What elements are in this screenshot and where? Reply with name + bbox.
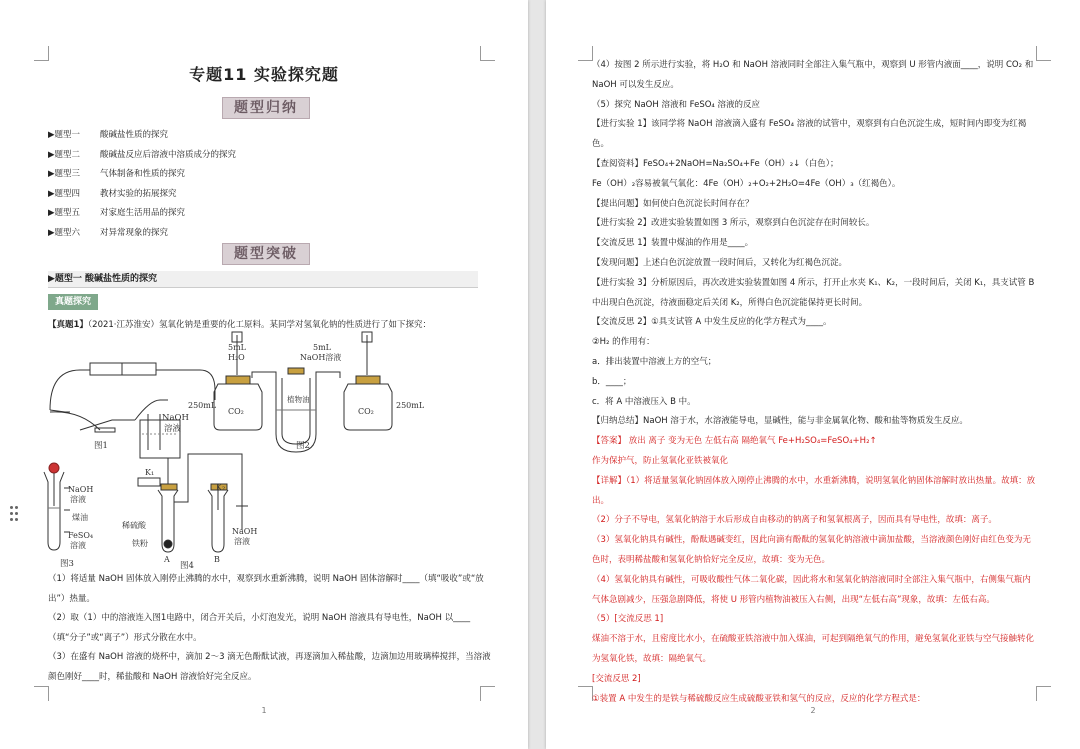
question-list: [48, 570, 494, 687]
fig3-naoh-label: NaOH: [68, 485, 94, 494]
fig3-kerosene-label: 煤油: [72, 513, 88, 522]
crop-mark: [34, 686, 49, 701]
question-line: ②H₂ 的作用有：: [592, 337, 655, 348]
fig1-caption: 图1: [94, 441, 108, 451]
fig4-acid-label: 稀硫酸: [122, 521, 146, 530]
fig1-naoh-label: NaOH: [162, 413, 189, 423]
fig3-solution-label: 溶液: [70, 495, 86, 504]
question-line: 【进行实验 1】该同学将 NaOH 溶液滴入盛有 FeSO₄ 溶液的试管中，观察到有白色沉淀生成，短时间内即变为红褐色。: [592, 119, 1027, 150]
crop-mark: [1036, 46, 1051, 61]
section-heading-bar: ▶题型一 酸碱盐性质的探究: [48, 271, 478, 288]
question-line: 【提出问题】如何使白色沉淀长时间存在？: [592, 198, 754, 209]
figure-3-tube: [44, 463, 70, 550]
fig3-feso4-label: FeSO₄: [68, 531, 94, 540]
answer-line: 【答案】 放出 离子 变为无色 左低右高 隔绝氧气 Fe+H₂SO₄=FeSO₄+H₂↑: [592, 436, 877, 447]
question-line: 【进行实验 2】改进实验装置如图 3 所示，观察到白色沉淀存在时间较长。: [592, 218, 875, 229]
fig1-solution-label: 溶液: [164, 424, 182, 434]
drag-handle-icon[interactable]: [10, 506, 18, 522]
question-line: 【进行实验 3】分析原因后，再次改进实验装置如图 4 所示，打开止水夹 K₁、K₂，一段时间后，关闭 K₁，具支试管 B 中出现白色沉淀，待液面稳定后关闭 K₂，所得白色沉淀能保持更长时间。: [592, 277, 1035, 308]
fig2-co2-right: CO₂: [358, 407, 374, 416]
answer-line: 煤油不溶于水，且密度比水小，在硫酸亚铁溶液中加入煤油，可起到隔绝氧气的作用，避免氢氧化亚铁与空气接触转化为氢氧化铁，故填：隔绝氧气。: [592, 634, 1035, 664]
crop-mark: [578, 686, 593, 701]
question-line: c．将 A 中溶液压入 B 中。: [592, 396, 696, 407]
section-banner-summary: 题型归纳: [222, 97, 310, 119]
question-item: （1）将适量 NaOH 固体放入刚停止沸腾的水中，观察到水重新沸腾，说明 NaOH 固体溶解时____（填“吸收”或“放出”）热量。: [48, 574, 484, 604]
question-type-item: ▶题型三 气体制备和性质的探究: [48, 169, 186, 179]
question-line: b．____；: [592, 376, 632, 387]
page-number: 2: [810, 706, 816, 715]
fig4-caption: 图4: [180, 561, 194, 570]
page-title: 专题11 实验探究题: [189, 65, 339, 84]
answer-line: [交流反思 2]: [592, 673, 641, 684]
fig4-k2-label: K₂: [216, 483, 226, 492]
real-question-label: 真题探究: [48, 294, 98, 310]
answer-line: （3）氢氧化钠具有碱性，酚酞遇碱变红，因此向滴有酚酞的氢氧化钠溶液中滴加盐酸，当溶液颜色刚好由红色变为无色时，表明稀盐酸和氢氧化钠恰好完全反应，故填：变为无色。: [592, 535, 1031, 565]
question-line: 【查阅资料】FeSO₄+2NaOH=Na₂SO₄+Fe（OH）₂↓（白色）；: [592, 158, 839, 169]
crop-mark: [480, 686, 495, 701]
figure-4-apparatus: [138, 454, 248, 552]
crop-mark: [34, 46, 49, 61]
fig4-k1-label: K₁: [145, 468, 155, 477]
question-type-item: ▶题型六 对异常现象的探究: [48, 227, 169, 238]
answer-line: （5）[交流反思 1]: [592, 614, 664, 625]
fig4-iron-label: 铁粉: [132, 539, 148, 548]
question-type-item: ▶题型四 教材实验的拓展探究: [48, 188, 177, 199]
answer-line: （2）分子不导电，氢氧化钠溶于水后形成自由移动的钠离子和氢氧根离子，因而具有导电性，故填：离子。: [592, 515, 997, 526]
fig3-solution2-label: 溶液: [70, 541, 86, 550]
answer-line: 【详解】（1）将适量氢氧化钠固体放入刚停止沸腾的水中，水重新沸腾，说明氢氧化钠固体溶解时放出热量。故填：放出。: [592, 475, 1036, 506]
answer-line: ①装置 A 中发生的是铁与稀硫酸反应生成硫酸亚铁和氢气的反应，反应的化学方程式是：: [592, 693, 926, 704]
fig2-naoh-label: NaOH溶液: [300, 353, 342, 362]
fig4-tube-a-label: A: [164, 555, 170, 564]
fig2-volume-left: 250mL: [188, 401, 217, 410]
fig2-h2o-label: H₂O: [228, 353, 245, 362]
question-type-item: ▶题型一 酸碱盐性质的探究: [48, 130, 169, 140]
fig4-naoh-label: NaOH: [232, 527, 258, 536]
question-type-list: [48, 126, 236, 243]
question-line: 【发现问题】上述白色沉淀放置一段时间后，又转化为红褐色沉淀。: [592, 257, 848, 268]
fig4-tube-b-label: B: [214, 555, 220, 564]
answer-line: 作为保护气，防止氢氧化亚铁被氧化: [592, 455, 729, 466]
answer-line: （4）氢氧化钠具有碱性，可吸收酸性气体二氧化碳，因此将水和氢氧化钠溶液同时全部注入集气瓶中，右侧集气瓶内气体急剧减少，压强急剧降低，将使 U 形管内植物油被压入右侧，出现“左低右高”现象，故填：左低右高。: [592, 574, 1031, 605]
question-line: Fe（OH）₂容易被氧气氧化：4Fe（OH）₂+O₂+2H₂O=4Fe（OH）₃（红褐色）。: [592, 178, 901, 189]
fig2-oil-label: 植物油: [287, 395, 310, 404]
question-item: （2）取（1）中的溶液连入图1电路中，闭合开关后，小灯泡发光，说明 NaOH 溶液具有导电性，NaOH 以____（填“分子”或“离子”）形式分散在水中。: [48, 613, 471, 643]
fig3-caption: 图3: [60, 559, 74, 569]
document-page-1: [0, 0, 528, 749]
question-line: （5）探究 NaOH 溶液和 FeSO₄ 溶液的反应: [592, 99, 761, 110]
question-line: 【归纳总结】NaOH 溶于水，水溶液能导电，显碱性，能与非金属氧化物、酸和盐等物质发生反应。: [592, 416, 968, 427]
fig2-caption: 图2: [296, 441, 310, 451]
experiment-figure: [40, 330, 490, 570]
crop-mark: [480, 46, 495, 61]
crop-mark: [578, 46, 593, 61]
question-line: （4）按图 2 所示进行实验，将 H₂O 和 NaOH 溶液同时全部注入集气瓶中，观察到 U 形管内液面____，说明 CO₂ 和 NaOH 可以发生反应。: [592, 60, 1034, 90]
question-line: 【交流反思 2】①具支试管 A 中发生反应的化学方程式为____。: [592, 317, 832, 328]
question-type-item: ▶题型二 酸碱盐反应后溶液中溶质成分的探究: [48, 149, 237, 160]
question-line: a．排出装置中溶液上方的空气；: [592, 356, 717, 367]
figure-1-circuit: [50, 363, 215, 458]
crop-mark: [1036, 686, 1051, 701]
fig2-naoh-volume: 5mL: [313, 343, 331, 352]
question-line: 【交流反思 1】装置中煤油的作用是____。: [592, 238, 754, 249]
fig2-h2o-volume: 5mL: [228, 343, 246, 352]
page-2-body-text: [592, 56, 1038, 709]
page-number: 1: [261, 706, 267, 715]
question-type-item: ▶题型五 对家庭生活用品的探究: [48, 208, 186, 218]
question-intro: 【真题1】（2021·江苏淮安）氢氧化钠是重要的化工原料。某同学对氢氧化钠的性质进行了如下探究：: [48, 320, 432, 330]
section-banner-breakthrough: 题型突破: [222, 243, 310, 265]
fig2-co2-left: CO₂: [228, 407, 244, 416]
fig4-solution-label: 溶液: [234, 537, 250, 546]
question-item: （3）在盛有 NaOH 溶液的烧杯中，滴加 2～3 滴无色酚酞试液，再逐滴加入稀盐酸，边滴加边用玻璃棒搅拌，当溶液颜色刚好____时，稀盐酸和 NaOH 溶液恰好完全反应。: [48, 652, 491, 682]
fig2-volume-right: 250mL: [396, 401, 425, 410]
